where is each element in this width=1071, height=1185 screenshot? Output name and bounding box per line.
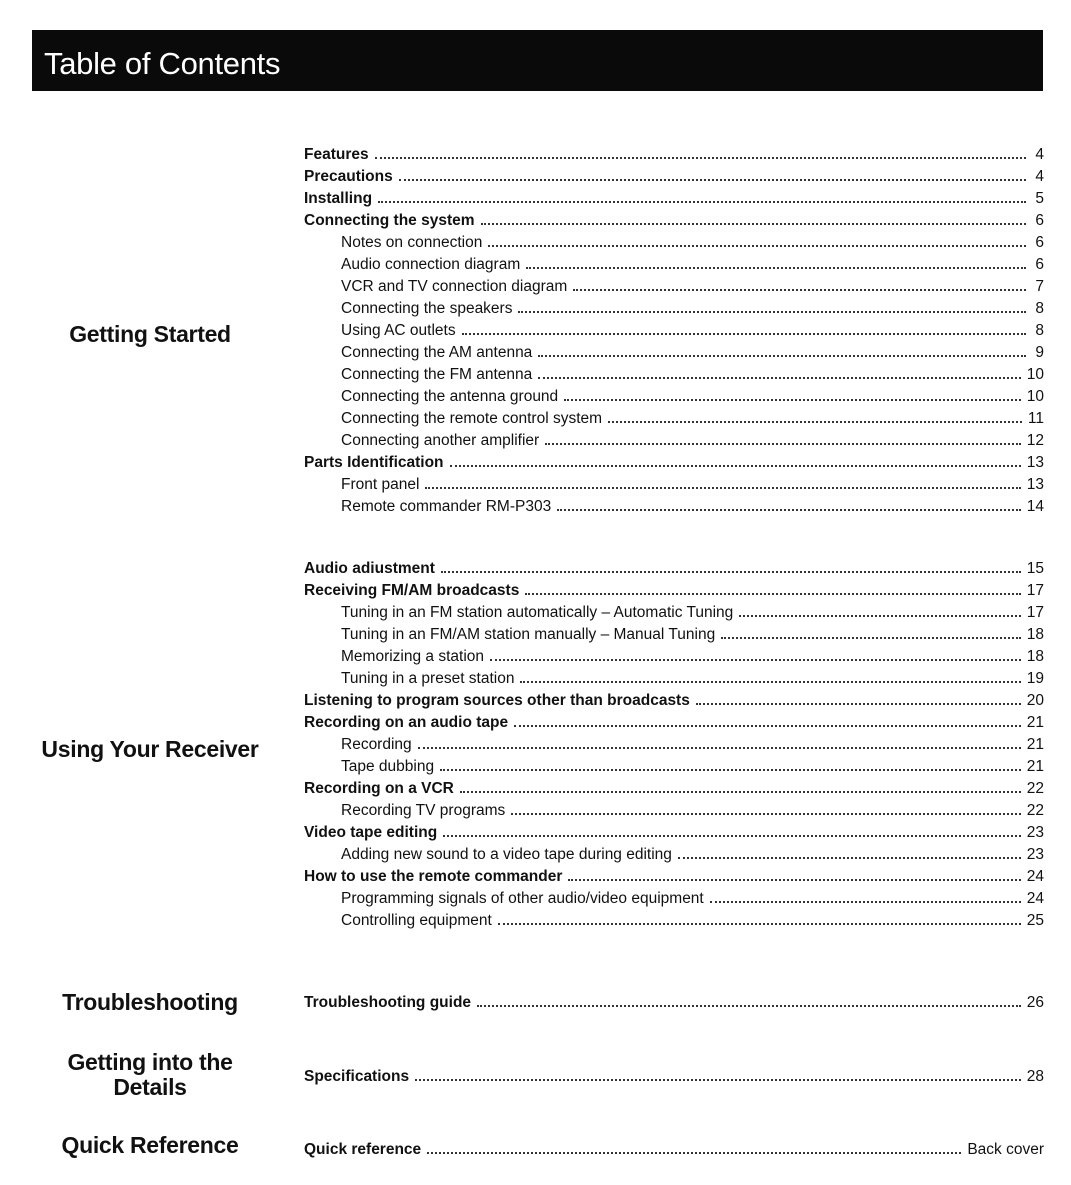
toc-entries <box>304 556 1044 930</box>
toc-entry-page: 4 <box>1035 146 1044 163</box>
section-label: Using Your Receiver <box>41 736 259 762</box>
dot-leader <box>440 769 1021 771</box>
toc-entry <box>304 820 1044 842</box>
dot-leader <box>518 311 1026 313</box>
toc-entry <box>304 710 1044 732</box>
toc-entry-title: How to use the remote commander <box>304 868 563 885</box>
toc-entry-title: Quick reference <box>304 1141 422 1158</box>
toc-entry <box>304 842 1044 864</box>
toc-entry <box>304 164 1044 186</box>
toc-entry-page: 19 <box>1026 670 1044 687</box>
toc-entry-page: 23 <box>1026 824 1044 841</box>
toc-entry <box>304 754 1044 776</box>
toc-entry <box>304 864 1044 886</box>
toc-entry-page: 12 <box>1026 432 1044 449</box>
toc-entry <box>304 776 1044 798</box>
toc-entry-page: 21 <box>1026 758 1044 775</box>
dot-leader <box>608 421 1022 423</box>
toc-entry <box>304 472 1044 494</box>
toc-entry-page: 18 <box>1026 626 1044 643</box>
toc-entry-page: 6 <box>1035 212 1044 229</box>
toc-entry-page: 26 <box>1026 994 1044 1011</box>
toc-entry-title: Programming signals of other audio/video equipment <box>341 890 704 907</box>
toc-entry <box>304 428 1044 450</box>
toc-entry <box>304 990 1044 1012</box>
toc-entry-title: Connecting the FM antenna <box>341 366 533 383</box>
toc-entry-title: Using AC outlets <box>341 322 456 339</box>
toc-entry-title: Troubleshooting guide <box>304 994 472 1011</box>
toc-entry <box>304 908 1044 930</box>
dot-leader <box>490 659 1021 661</box>
dot-leader <box>557 509 1021 511</box>
toc-entry <box>304 578 1044 600</box>
toc-entries <box>304 142 1044 516</box>
toc-entry-page: 20 <box>1026 692 1044 709</box>
toc-entry-title: Features <box>304 146 369 163</box>
toc-entry <box>304 318 1044 340</box>
dot-leader <box>399 179 1026 181</box>
dot-leader <box>564 399 1021 401</box>
toc-entry <box>304 208 1044 230</box>
toc-entry-page: 4 <box>1035 168 1044 185</box>
header-bar <box>32 30 1043 91</box>
toc-entry-title: Specifications <box>304 1068 410 1085</box>
toc-entry-title: Controlling equipment <box>341 912 492 929</box>
dot-leader <box>568 879 1020 881</box>
toc-entry-page: 24 <box>1026 890 1044 907</box>
toc-entry-title: Tuning in an FM/AM station manually – Manual Tuning <box>341 626 716 643</box>
toc-entry <box>304 230 1044 252</box>
toc-entry-page: 22 <box>1026 802 1044 819</box>
dot-leader <box>488 245 1026 247</box>
toc-entry-page: 21 <box>1026 714 1044 731</box>
toc-entry-page: 15 <box>1026 560 1044 577</box>
toc-entry-page: 14 <box>1026 498 1044 515</box>
dot-leader <box>450 465 1021 467</box>
toc-entry-page: 7 <box>1035 278 1044 295</box>
toc-entry-page: 18 <box>1026 648 1044 665</box>
toc-entry-page: 28 <box>1026 1068 1044 1085</box>
toc-entry-title: Precautions <box>304 168 393 185</box>
toc-entry-title: Video tape editing <box>304 824 438 841</box>
dot-leader <box>710 901 1021 903</box>
toc-entry-title: Connecting the AM antenna <box>341 344 533 361</box>
dot-leader <box>427 1152 961 1154</box>
dot-leader <box>696 703 1021 705</box>
toc-entry-title: Front panel <box>341 476 420 493</box>
toc-entry-page: 9 <box>1035 344 1044 361</box>
dot-leader <box>525 593 1020 595</box>
dot-leader <box>462 333 1026 335</box>
toc-entry-page: 11 <box>1027 410 1044 427</box>
dot-leader <box>378 201 1026 203</box>
toc-entry <box>304 688 1044 710</box>
toc-entry <box>304 600 1044 622</box>
toc-entries <box>304 990 1044 1012</box>
toc-entry <box>304 494 1044 516</box>
dot-leader <box>498 923 1021 925</box>
toc-entry-page: 21 <box>1026 736 1044 753</box>
toc-entry <box>304 1137 1044 1159</box>
dot-leader <box>678 857 1021 859</box>
toc-entry-page: 25 <box>1026 912 1044 929</box>
toc-entry-page: 24 <box>1026 868 1044 885</box>
dot-leader <box>573 289 1026 291</box>
dot-leader <box>375 157 1026 159</box>
toc-entry <box>304 622 1044 644</box>
dot-leader <box>477 1005 1021 1007</box>
dot-leader <box>514 725 1021 727</box>
toc-entry-title: Tape dubbing <box>341 758 435 775</box>
toc-entry-page: 8 <box>1035 322 1044 339</box>
section-label: Troubleshooting <box>62 989 238 1015</box>
dot-leader <box>443 835 1021 837</box>
toc-entry-title: Remote commander RM-P303 <box>341 498 552 515</box>
toc-entry-title: Connecting another amplifier <box>341 432 540 449</box>
toc-entry-title: VCR and TV connection diagram <box>341 278 568 295</box>
toc-entry-page: 17 <box>1026 604 1044 621</box>
toc-entry <box>304 296 1044 318</box>
toc-entry-title: Recording <box>341 736 412 753</box>
toc-entry-page: 10 <box>1026 366 1044 383</box>
toc-entry-page: 23 <box>1026 846 1044 863</box>
toc-entry-title: Receiving FM/AM broadcasts <box>304 582 520 599</box>
toc-entries <box>304 1064 1044 1086</box>
toc-entries <box>304 1137 1044 1159</box>
toc-entry <box>304 450 1044 472</box>
toc-entry-title: Connecting the antenna ground <box>341 388 559 405</box>
toc-entry-page: 13 <box>1026 476 1044 493</box>
dot-leader <box>538 355 1026 357</box>
toc-entry <box>304 274 1044 296</box>
toc-entry <box>304 340 1044 362</box>
toc-entry-title: Parts Identification <box>304 454 444 471</box>
dot-leader <box>721 637 1021 639</box>
toc-entry-title: Tuning in an FM station automatically – Automatic Tuning <box>341 604 734 621</box>
section-label: Getting into the Details <box>67 1049 233 1100</box>
toc-entry-page: 13 <box>1026 454 1044 471</box>
toc-entry-title: Tuning in a preset station <box>341 670 515 687</box>
dot-leader <box>481 223 1026 225</box>
toc-entry <box>304 556 1044 578</box>
toc-entry-page: 17 <box>1026 582 1044 599</box>
toc-entry <box>304 732 1044 754</box>
dot-leader <box>538 377 1020 379</box>
dot-leader <box>418 747 1021 749</box>
toc-entry-title: Installing <box>304 190 373 207</box>
toc-entry-title: Listening to program sources other than broadcasts <box>304 692 690 709</box>
toc-entry <box>304 1064 1044 1086</box>
dot-leader <box>526 267 1026 269</box>
toc-entry-page: 5 <box>1035 190 1044 207</box>
toc-entry-title: Audio connection diagram <box>341 256 521 273</box>
toc-entry <box>304 886 1044 908</box>
toc-entry <box>304 644 1044 666</box>
section-label: Quick Reference <box>61 1132 239 1158</box>
toc-entry-title: Recording TV programs <box>341 802 506 819</box>
toc-entry-title: Audio adiustment <box>304 560 435 577</box>
toc-entry-title: Connecting the remote control system <box>341 410 603 427</box>
toc-entry-title: Memorizing a station <box>341 648 485 665</box>
toc-entry-page: 8 <box>1035 300 1044 317</box>
toc-entry-page: 10 <box>1026 388 1044 405</box>
toc-entry-title: Connecting the speakers <box>341 300 513 317</box>
toc-entry <box>304 666 1044 688</box>
toc-entry-title: Notes on connection <box>341 234 483 251</box>
toc-entry <box>304 186 1044 208</box>
dot-leader <box>460 791 1021 793</box>
toc-entry <box>304 406 1044 428</box>
dot-leader <box>739 615 1020 617</box>
toc-entry-page: 6 <box>1035 234 1044 251</box>
toc-entry-page: 6 <box>1035 256 1044 273</box>
dot-leader <box>415 1079 1021 1081</box>
toc-entry-title: Recording on an audio tape <box>304 714 509 731</box>
toc-entry <box>304 142 1044 164</box>
toc-entry-title: Recording on a VCR <box>304 780 454 797</box>
dot-leader <box>545 443 1021 445</box>
section-label: Getting Started <box>69 321 231 347</box>
toc-entry <box>304 798 1044 820</box>
toc-entry <box>304 362 1044 384</box>
toc-entry <box>304 384 1044 406</box>
toc-entry-title: Connecting the system <box>304 212 475 229</box>
dot-leader <box>441 571 1021 573</box>
page-title: Table of Contents <box>44 46 281 81</box>
dot-leader <box>511 813 1020 815</box>
dot-leader <box>520 681 1020 683</box>
dot-leader <box>425 487 1020 489</box>
toc-entry-page: 22 <box>1026 780 1044 797</box>
toc-entry-page: Back cover <box>967 1141 1044 1158</box>
toc-entry <box>304 252 1044 274</box>
toc-entry-title: Adding new sound to a video tape during editing <box>341 846 672 863</box>
